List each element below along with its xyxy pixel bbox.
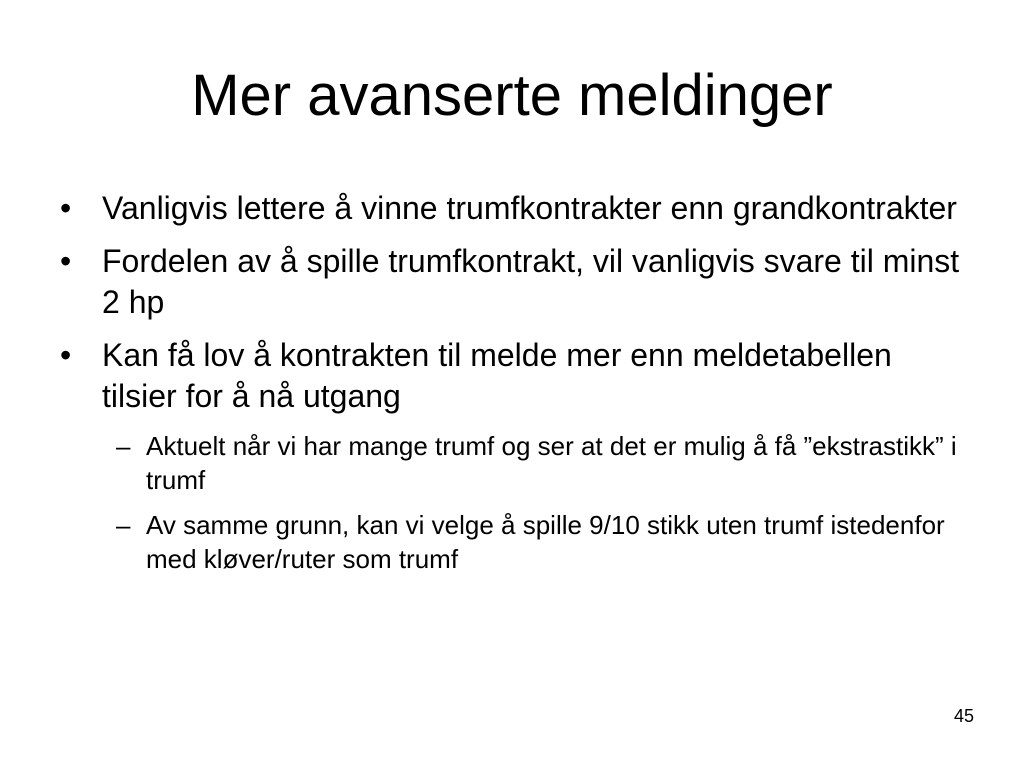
sub-bullet-text: Av samme grunn, kan vi velge å spille 9/10 stikk uten trumf istedenfor med kløver/ruter som trumf: [146, 510, 945, 574]
sub-bullet-marker: –: [116, 510, 131, 540]
slide-title: Mer avanserte meldinger: [191, 63, 833, 128]
bullet-marker: •: [60, 190, 72, 226]
bullet-text: Fordelen av å spille trumfkontrakt, vil vanligvis svare til minst 2 hp: [102, 243, 960, 320]
page-number: 45: [953, 706, 974, 726]
sub-bullet-item: [60, 429, 970, 497]
bullet-item: [60, 335, 970, 417]
sub-bullet-item: [60, 508, 970, 576]
sub-bullet-text: Aktuelt når vi har mange trumf og ser at det er mulig å få ”ekstrastikk” i trumf: [146, 431, 957, 495]
bullet-marker: •: [60, 337, 72, 373]
bullet-item: [60, 188, 970, 229]
bullet-text: Kan få lov å kontrakten til melde mer enn meldetabellen tilsier for å nå utgang: [102, 337, 892, 414]
sub-bullet-marker: –: [116, 431, 131, 461]
bullet-item: [60, 241, 970, 323]
bullet-text: Vanligvis lettere å vinne trumfkontrakter enn grandkontrakter: [102, 190, 957, 226]
slide-body: [60, 188, 970, 587]
bullet-marker: •: [60, 243, 72, 279]
